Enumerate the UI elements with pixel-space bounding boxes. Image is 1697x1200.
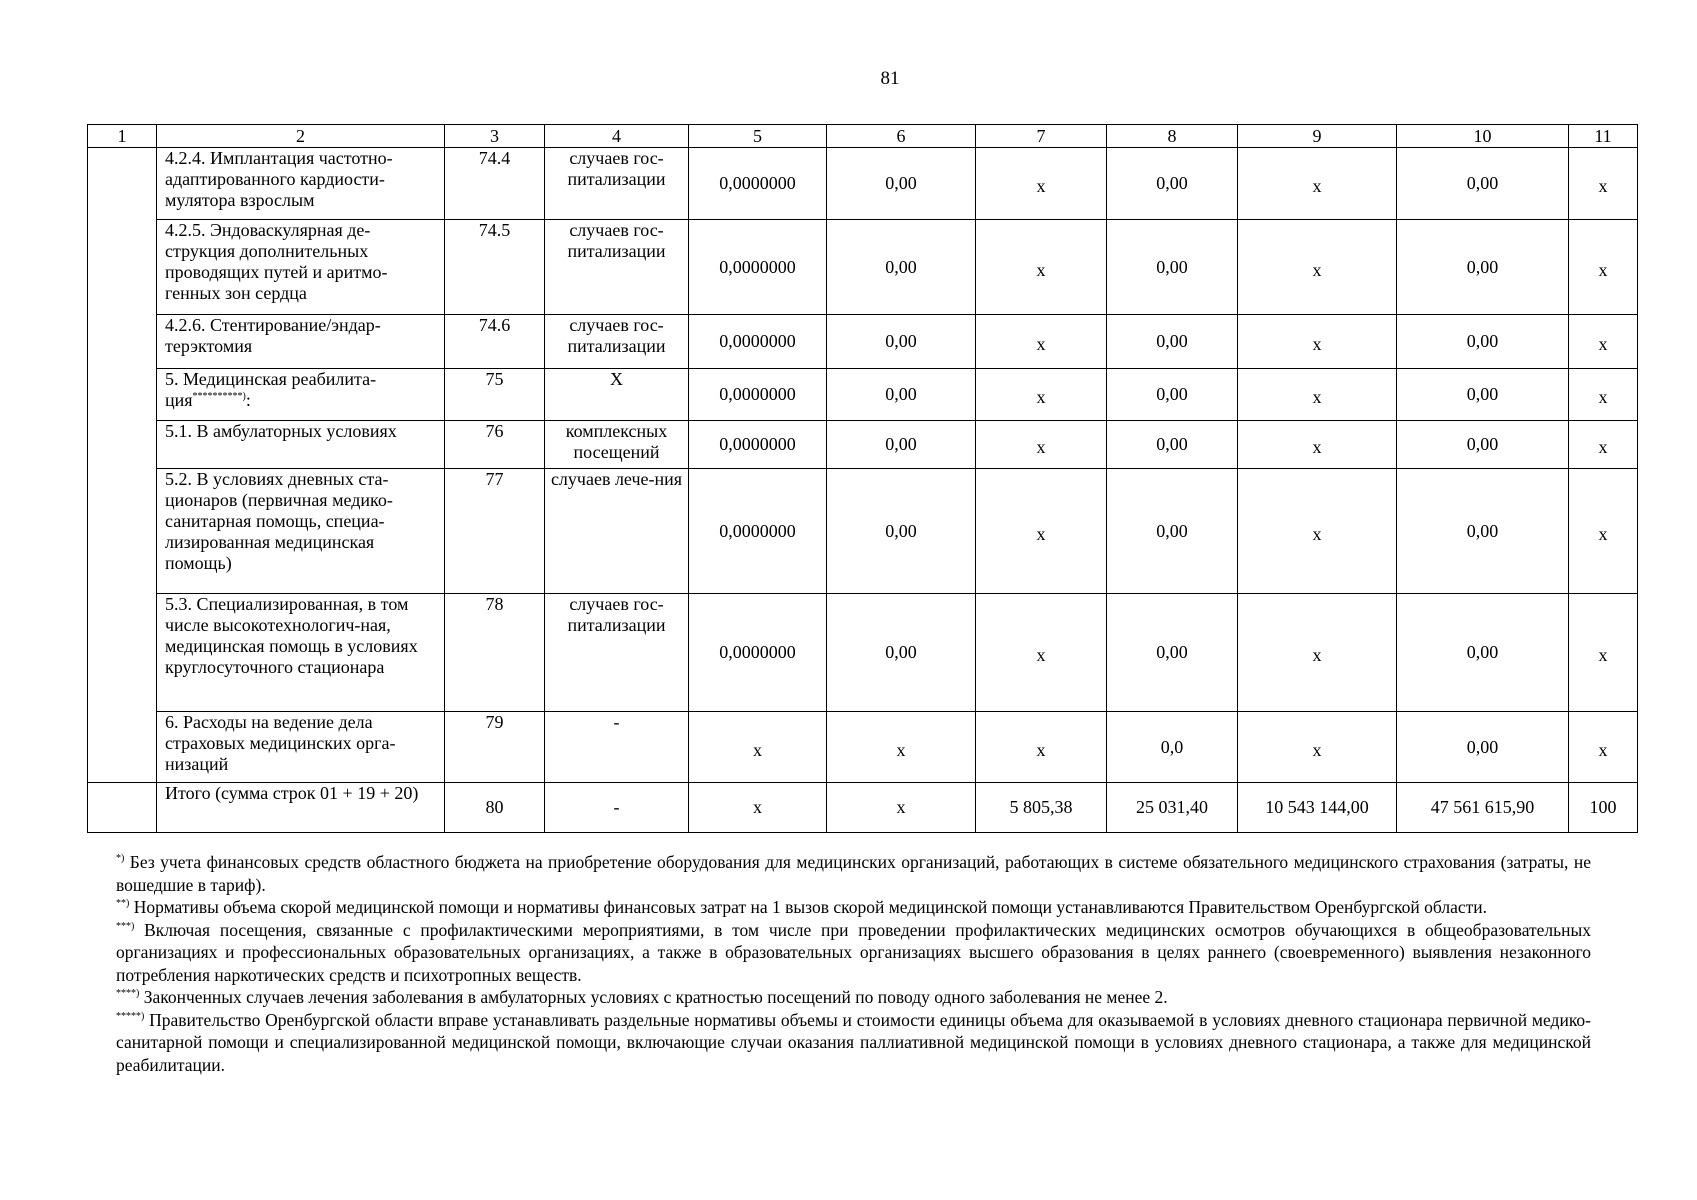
total-row [88,783,1638,833]
cell-col7: x [976,220,1107,315]
row-unit: случаев гос-питализации [545,148,689,220]
row-name [157,369,445,421]
total-col7: 5 805,38 [976,783,1107,833]
cell-col7: x [976,369,1107,421]
cell-col5: 0,0000000 [689,369,827,421]
cell-col6: 0,00 [827,421,976,469]
cell-col8: 0,0 [1107,712,1238,783]
cell-col11: x [1569,421,1638,469]
cell-col9: x [1238,148,1397,220]
col-header: 5 [689,125,827,148]
cell-col9: x [1238,712,1397,783]
cell-col7: x [976,594,1107,712]
cell-col5: 0,0000000 [689,421,827,469]
col-header: 10 [1397,125,1569,148]
cell-col10: 0,00 [1397,421,1569,469]
footnotes [116,851,1591,1076]
cell-col8: 0,00 [1107,594,1238,712]
table-row [88,220,1638,315]
table-row [88,315,1638,369]
row-code: 76 [445,421,545,469]
footnote-mark: *****) [116,1010,145,1022]
page-number: 81 [880,68,900,89]
cell-col8: 0,00 [1107,369,1238,421]
row-unit: Х [545,369,689,421]
row-name: 5.2. В условиях дневных ста-ционаров (первичная медико-санитарная помощь, специа-лизированная медицинская помощь) [157,469,445,594]
total-code: 80 [445,783,545,833]
cell-col9: x [1238,315,1397,369]
row-name: 5.1. В амбулаторных условиях [157,421,445,469]
cell-col8: 0,00 [1107,148,1238,220]
footnote-text: Без учета финансовых средств областного бюджета на приобретение оборудования для медицинских организаций, работающих в системе обязательного медицинского страхования (затраты, не вошедшие в тариф). [116,852,1591,895]
footnote-text: Законченных случаев лечения заболевания в амбулаторных условиях с кратностью посещений по поводу одного заболевания не менее 2. [143,987,1168,1007]
cell-col6: 0,00 [827,369,976,421]
footnote-text: Правительство Оренбургской области вправе устанавливать раздельные нормативы объемы и стоимости единицы объема для оказываемой в условиях дневного стационара первичной медико-санитарной помощи и специализированной медицинской помощи, включающие случаи оказания паллиативной медицинской помощи в условиях дневного стационара, а также для медицинской реабилитации. [116,1009,1592,1075]
row-unit: комплексных посещений [545,421,689,469]
cell-col9: x [1238,594,1397,712]
footnote-mark: *) [116,853,125,865]
total-name: Итого (сумма строк 01 + 19 + 20) [157,783,445,833]
row-name-suffix: : [245,390,251,410]
row-unit: случаев гос-питализации [545,315,689,369]
cell-col11: x [1569,594,1638,712]
data-table [87,124,1638,833]
row-code: 74.6 [445,315,545,369]
row-name: 4.2.6. Стентирование/эндар-терэктомия [157,315,445,369]
cell-col6: 0,00 [827,220,976,315]
footnote-marker: **********) [192,391,246,402]
cell-col6: x [827,712,976,783]
row-code: 75 [445,369,545,421]
cell-col10: 0,00 [1397,315,1569,369]
cell-col10: 0,00 [1397,220,1569,315]
cell-col6: 0,00 [827,594,976,712]
table-row [88,594,1638,712]
col-header: 1 [88,125,157,148]
row-code: 74.5 [445,220,545,315]
total-col9: 10 543 144,00 [1238,783,1397,833]
col-header: 2 [157,125,445,148]
row-unit: случаев гос-питализации [545,594,689,712]
cell-col10: 0,00 [1397,148,1569,220]
row-name: 5.3. Специализированная, в том числе высокотехнологич-ная, медицинская помощь в условиях круглосуточного стационара [157,594,445,712]
cell-col10: 0,00 [1397,469,1569,594]
footnote-mark: ***) [116,920,135,932]
row-code: 78 [445,594,545,712]
col-header: 6 [827,125,976,148]
cell-col9: x [1238,369,1397,421]
total-col6: x [827,783,976,833]
footnote-text: Включая посещения, связанные с профилактическими мероприятиями, в том числе при проведении профилактических медицинских осмотров обучающихся в общеобразовательных организациях и профессиональных образовательных организациях, а также в образовательных организациях высшего образования в целях раннего (своевременного) выявления незаконного потребления наркотических средств и психотропных веществ. [116,919,1592,985]
cell-col9: x [1238,421,1397,469]
cell-col7: x [976,421,1107,469]
cell-col8: 0,00 [1107,421,1238,469]
table-row [88,469,1638,594]
row-code: 77 [445,469,545,594]
col-header: 3 [445,125,545,148]
cell-col5: 0,0000000 [689,220,827,315]
row-name: 6. Расходы на ведение дела страховых медицинских орга-низаций [157,712,445,783]
cell-col7: x [976,712,1107,783]
col-header: 9 [1238,125,1397,148]
footnote [116,986,1591,1009]
row-name: 4.2.5. Эндоваскулярная де-струкция дополнительных проводящих путей и аритмо-генных зон сердца [157,220,445,315]
footnote-mark: **) [116,898,130,910]
cell-col8: 0,00 [1107,469,1238,594]
footnote [116,851,1591,896]
cell-col9: x [1238,469,1397,594]
header-row [88,125,1638,148]
footnote-mark: ****) [116,988,140,1000]
table-row [88,712,1638,783]
footnote-text: Нормативы объема скорой медицинской помощи и нормативы финансовых затрат на 1 вызов скорой медицинской помощи устанавливаются Правительством Оренбургской области. [133,897,1488,917]
cell-col10: 0,00 [1397,369,1569,421]
footnote [116,919,1591,987]
table-row [88,148,1638,220]
cell-col10: 0,00 [1397,712,1569,783]
row-unit: случаев гос-питализации [545,220,689,315]
col-header: 8 [1107,125,1238,148]
cell-col10: 0,00 [1397,594,1569,712]
total-col5: x [689,783,827,833]
cell-col11: x [1569,369,1638,421]
cell-col6: 0,00 [827,315,976,369]
cell-col11: x [1569,315,1638,369]
col-header: 4 [545,125,689,148]
total-col11: 100 [1569,783,1638,833]
total-col8: 25 031,40 [1107,783,1238,833]
row-unit: - [545,712,689,783]
cell-col7: x [976,148,1107,220]
total-unit: - [545,783,689,833]
cell-col9: x [1238,220,1397,315]
cell-col8: 0,00 [1107,220,1238,315]
footnote [116,896,1591,919]
cell-col11: x [1569,469,1638,594]
cell-col11: x [1569,712,1638,783]
table-row [88,369,1638,421]
total-col10: 47 561 615,90 [1397,783,1569,833]
row-code: 74.4 [445,148,545,220]
cell-col5: x [689,712,827,783]
cell-col11: x [1569,220,1638,315]
row-unit: случаев лече-ния [545,469,689,594]
table-row [88,421,1638,469]
cell-col7: x [976,315,1107,369]
cell-col5: 0,0000000 [689,594,827,712]
row-name-text: 5. Медицинская реабилита-ция [165,369,377,410]
cell-col6: 0,00 [827,469,976,594]
row-code: 79 [445,712,545,783]
cell-col7: x [976,469,1107,594]
cell-col5: 0,0000000 [689,315,827,369]
section-cell [88,148,157,783]
col-header: 7 [976,125,1107,148]
total-section-cell [88,783,157,833]
row-name: 4.2.4. Имплантация частотно-адаптированного кардиости-мулятора взрослым [157,148,445,220]
cell-col11: x [1569,148,1638,220]
cell-col6: 0,00 [827,148,976,220]
cell-col8: 0,00 [1107,315,1238,369]
col-header: 11 [1569,125,1638,148]
cell-col5: 0,0000000 [689,469,827,594]
footnote [116,1009,1591,1077]
cell-col5: 0,0000000 [689,148,827,220]
